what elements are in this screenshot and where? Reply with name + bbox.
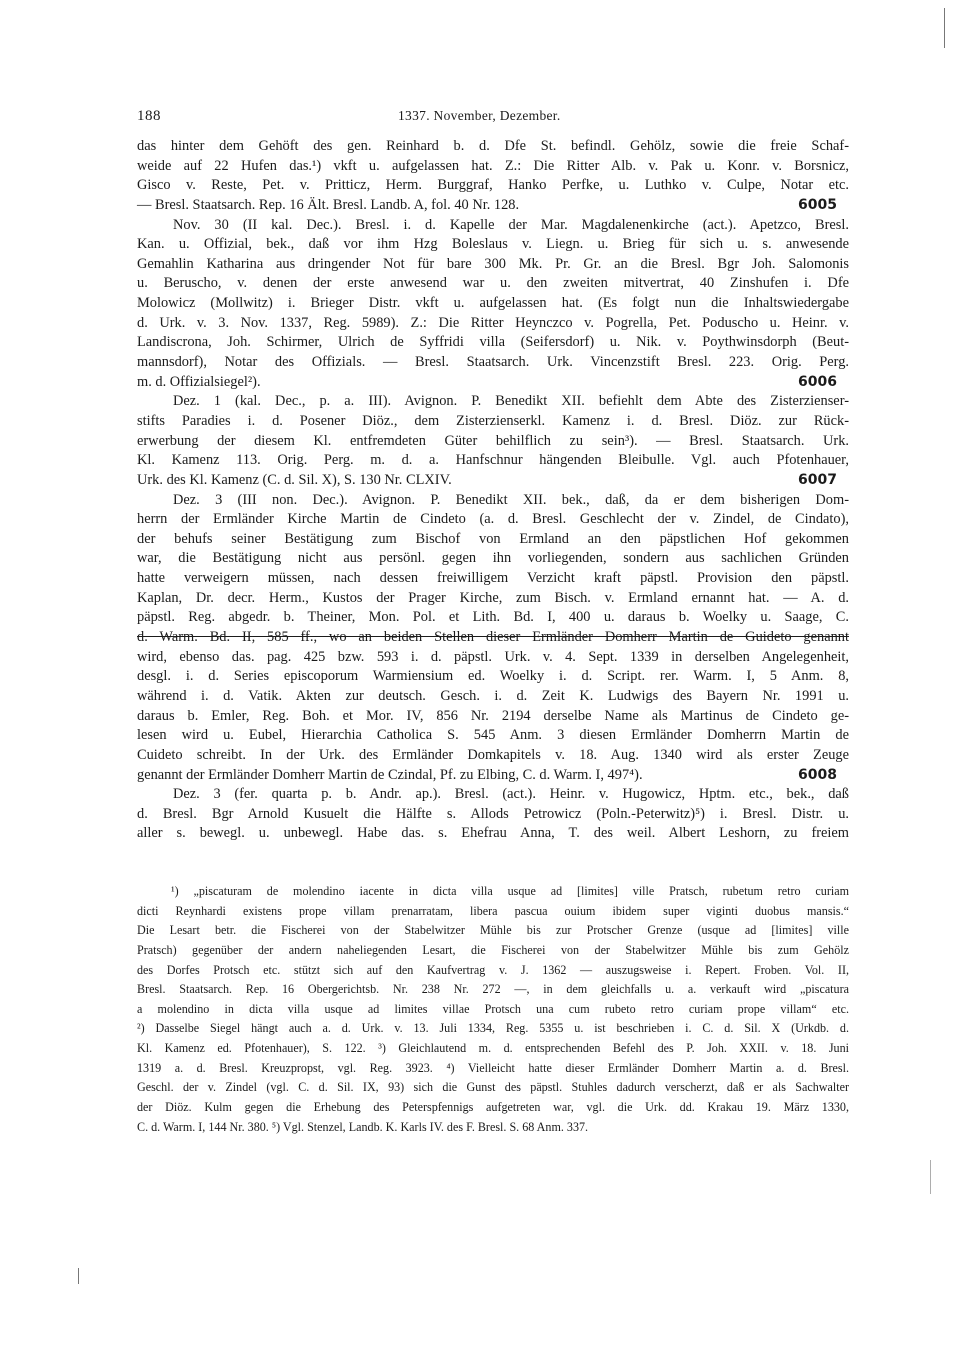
text-line: wird, ebenso das. pag. 425 bzw. 593 i. d. päpstl. Urk. v. 4. Sept. 1339 in derselben Angelegenheit, [137, 648, 849, 665]
text-line: u. Beruscho, v. denen der erste anwesend war u. den zweiten mitvertrat, 40 Zinshufen i. Dfe [137, 275, 849, 292]
text-line: — Bresl. Staatsarch. Rep. 16 Ält. Bresl. Landb. A, fol. 40 Nr. 128. [137, 196, 520, 213]
text-line: Molowicz (Mollwitz) i. Brieger Distr. vkft u. aufgelassen hat. (Es folgt nun die Inhaltswiedergabe [137, 295, 849, 312]
text-line: daraus b. Emler, Reg. Boh. et Mor. IV, 856 Nr. 2194 derselbe Name als Martinus de Cindeto ge- [137, 707, 849, 724]
footnote-line: dicti Reynhardi existens prope villam prenarratam, libera pascua ouium ibidem super viginti duobus mansis.“ [137, 903, 849, 918]
text-line: m. d. Offizialsiegel²). [137, 373, 261, 390]
text-line: das hinter dem Gehöft des gen. Reinhard b. d. Dfe St. befindl. Gehölz, sowie die freie Schaf- [137, 138, 849, 154]
footnotes [137, 882, 849, 1137]
footnote-line: ²) Dasselbe Siegel hängt auch a. d. Urk. v. 13. Juli 1334, Reg. 5355 u. ist beschrieben i. C. d. Sil. X (Urkdb. d. [137, 1021, 849, 1036]
regest-heading-line: Dez. 1 (kal. Dec., p. a. III). Avignon. P. Benedikt XII. befiehlt dem Abte des Zisterzienser- [173, 393, 849, 410]
footnote-line: C. d. Warm. I, 144 Nr. 380. ⁵) Vgl. Stenzel, Landb. K. Karls IV. des F. Bresl. S. 68 Anm. 337. [137, 1119, 589, 1134]
text-line: war, die Bestätigung nicht aus persönl. gegen ihn vorliegenden, sondern aus sachlichen Gründen [137, 550, 849, 567]
regest-number: 6007 [798, 471, 837, 488]
page-number: 188 [137, 108, 161, 124]
text-line: aller s. bewegl. u. unbewegl. Habe das. s. Ehefrau Anna, T. des weil. Albert Leshorn, zu freiem [137, 825, 849, 842]
page-header [137, 108, 850, 130]
text-line: desgl. i. d. Series episcoporum Warmiensium ed. Woelky i. d. Script. rer. Warm. I, 5 Anm. 8, [137, 668, 849, 685]
text-line: Landiscrona, Joh. Schirmer, Ulrich de Syffridi villa (Seifersdorf) u. Nik. v. Poythwinsdorph (Beut- [137, 334, 849, 351]
footnote-line: Pratsch) gegenüber der andern naheliegenden Lesart, die Fischerei von der Stabelwitzer Mühle bis zum Gehölz [137, 942, 849, 957]
text-line: d. Bresl. Bgr Arnold Kusuelt die Hälfte s. Allods Petrowicz (Poln.-Peterwitz)⁵) i. Bresl. Distr. u. [137, 805, 849, 822]
footnote-line: des Dorfes Protsch etc. stützt sich auf den Kaufvertrag v. J. 1362 — auszugsweise i. Repert. Froben. Vol. II, [137, 962, 849, 977]
footnote-line: a molendino in dicta villa usque ad limites villae Protsch una cum rubeto retro curiam prope villam“ etc. [137, 1001, 849, 1016]
text-line: lesen wird u. Eubel, Hierarchia Catholica S. 545 Anm. 3 diesen Ermländer Domherrn Martin de [137, 727, 849, 744]
text-line: genannt der Ermländer Domherr Martin de Czindal, Pf. zu Elbing, C. d. Warm. I, 497⁴). [137, 766, 643, 783]
footnote-line: ¹) „piscaturam de molendino iacente in dicta villa usque ad [limites] ville Pratsch, rubetum retro curiam [171, 884, 849, 898]
text-line: Gisco v. Reste, Pet. v. Pritticz, Herm. Burggraf, Hanko Perfke, u. Luthko v. Culpe, Notar etc. [137, 177, 849, 194]
text-line: herrn der Ermländer Kirche Martin de Cindeto (a. d. Bresl. Geschlecht der v. Zindel, de Cindato), [137, 511, 849, 528]
text-line: Kl. Kamenz 113. Orig. Perg. m. d. a. Hanfschnur hängenden Bleibulle. Vgl. auch Pfotenhauer, [137, 452, 849, 469]
text-line: Kaplan, Dr. decr. Herm., Kustos der Prager Kirche, zum Bisch. v. Ermland ernannt hat. — A. d. [137, 589, 849, 606]
text-line: der behufs seiner Bestätigung zum Bischof von Ermland an den päpstlichen Hof gekommen [137, 530, 849, 547]
footnote-line: der Diöz. Kulm gegen die Erhebung des Peterspfennigs aufgetreten war, vgl. die Urk. dd. Krakau 19. März 1330, [137, 1100, 849, 1115]
regest-heading-line: Dez. 3 (fer. quarta p. b. Andr. ap.). Bresl. (act.). Heinr. v. Hugowicz, Hptm. etc., bek., daß [173, 786, 849, 803]
scan-edge-mark [930, 1160, 931, 1194]
footnote-line: 1319 a. d. Bresl. Kreuzpropst, vgl. Reg. 3923. ⁴) Vielleicht hatte dieser Ermländer Domherr Martin a. d. Bresl. [137, 1060, 849, 1075]
struck-text-line: d. Warm. Bd. II, 585 ff., wo an beiden Stellen dieser Ermländer Domherr Martin de Guideto genannt [137, 629, 849, 646]
footnote-line: Bresl. Staatsarch. Rep. 16 Obergerichtsb. Nr. 238 Nr. 272 —, in dem gleichfalls u. a. verkauft wird „piscatura [137, 982, 849, 997]
text-line: hatte verweigern müssen, nach dessen freiwilligem Verzicht kraft päpstl. Provision den päpstl. [137, 570, 849, 587]
regest-heading-line: Nov. 30 (II kal. Dec.). Bresl. i. d. Kapelle der Mar. Magdalenenkirche (act.). Apetzco, Bresl. [173, 216, 849, 233]
running-title: 1337. November, Dezember. [398, 108, 561, 123]
text-line: erwerbung der diesem Kl. entfremdeten Güter behilflich zu sein³). — Bresl. Staatsarch. Urk. [137, 432, 849, 449]
text-line: während i. d. Vatik. Akten zur deutsch. Gesch. i. d. Zeit K. Ludwigs des Bayern Nr. 1991 u. [137, 687, 849, 704]
text-line: päpstl. Reg. abgedr. b. Theiner, Mon. Pol. et Lith. Bd. I, 400 u. daraus b. Woelky u. Saage, C. [137, 609, 849, 626]
text-line: Urk. des Kl. Kamenz (C. d. Sil. X), S. 130 Nr. CLXIV. [137, 471, 452, 488]
scan-edge-mark [944, 8, 945, 48]
text-line: Cuideto schreibt. In der Urk. des Ermländer Domkapitels v. 18. Aug. 1340 wird als erster Zeuge [137, 746, 849, 763]
footnote-line: Geschl. der v. Zindel (vgl. C. d. Sil. IX, 93) sich die Gunst des päpstl. Stuhles dadurch verscherzt, daß er als Sachwalter [137, 1080, 849, 1095]
text-line: stifts Paradies i. d. Posener Diöz., dem Zisterzienserkl. Kamenz i. d. Bresl. Diöz. zur Rück- [137, 412, 849, 429]
footnote-line: Kl. Kamenz ed. Pfotenhauer), S. 122. ³) Gleichlautend m. d. entsprechenden Befehl des P. Joh. XXII. v. 18. Juni [137, 1041, 849, 1056]
regest-number: 6008 [798, 766, 837, 783]
main-text [137, 137, 849, 844]
text-line: Kan. u. Offizial, bek., daß vor ihm Hzg Boleslaus v. Liegn. u. Brieg für sich u. s. anwesende [137, 236, 849, 253]
regest-number: 6006 [798, 373, 837, 390]
regest-heading-line: Dez. 3 (III non. Dec.). Avignon. P. Benedikt XII. bek., daß, da er dem bisherigen Dom- [173, 491, 849, 508]
text-line: Gemahlin Katharina aus dringender Not für bare 300 Mk. Pr. Gr. an die Bresl. Bgr Joh. Salomonis [137, 255, 849, 272]
scan-edge-mark [78, 1268, 79, 1284]
text-line: mannsdorf), Notar des Offizials. — Bresl. Staatsarch. Urk. Vincenzstift Bresl. 223. Orig. Perg. [137, 354, 849, 371]
regest-number: 6005 [798, 196, 837, 213]
text-line: weide auf 22 Hufen das.¹) vkft u. aufgelassen hat. Z.: Die Ritter Alb. v. Pak u. Konr. v. Borsnicz, [137, 157, 849, 174]
text-line: d. Urk. v. 3. Nov. 1337, Reg. 5989). Z.: Die Ritter Heynczco v. Pogrella, Pet. Poduscho u. Heinr. v. [137, 314, 849, 331]
footnote-line: Die Lesart betr. die Fischerei von der Stabelwitzer Mühle bis zur Protscher Grenze (usque ad [limites] ville [137, 923, 849, 938]
